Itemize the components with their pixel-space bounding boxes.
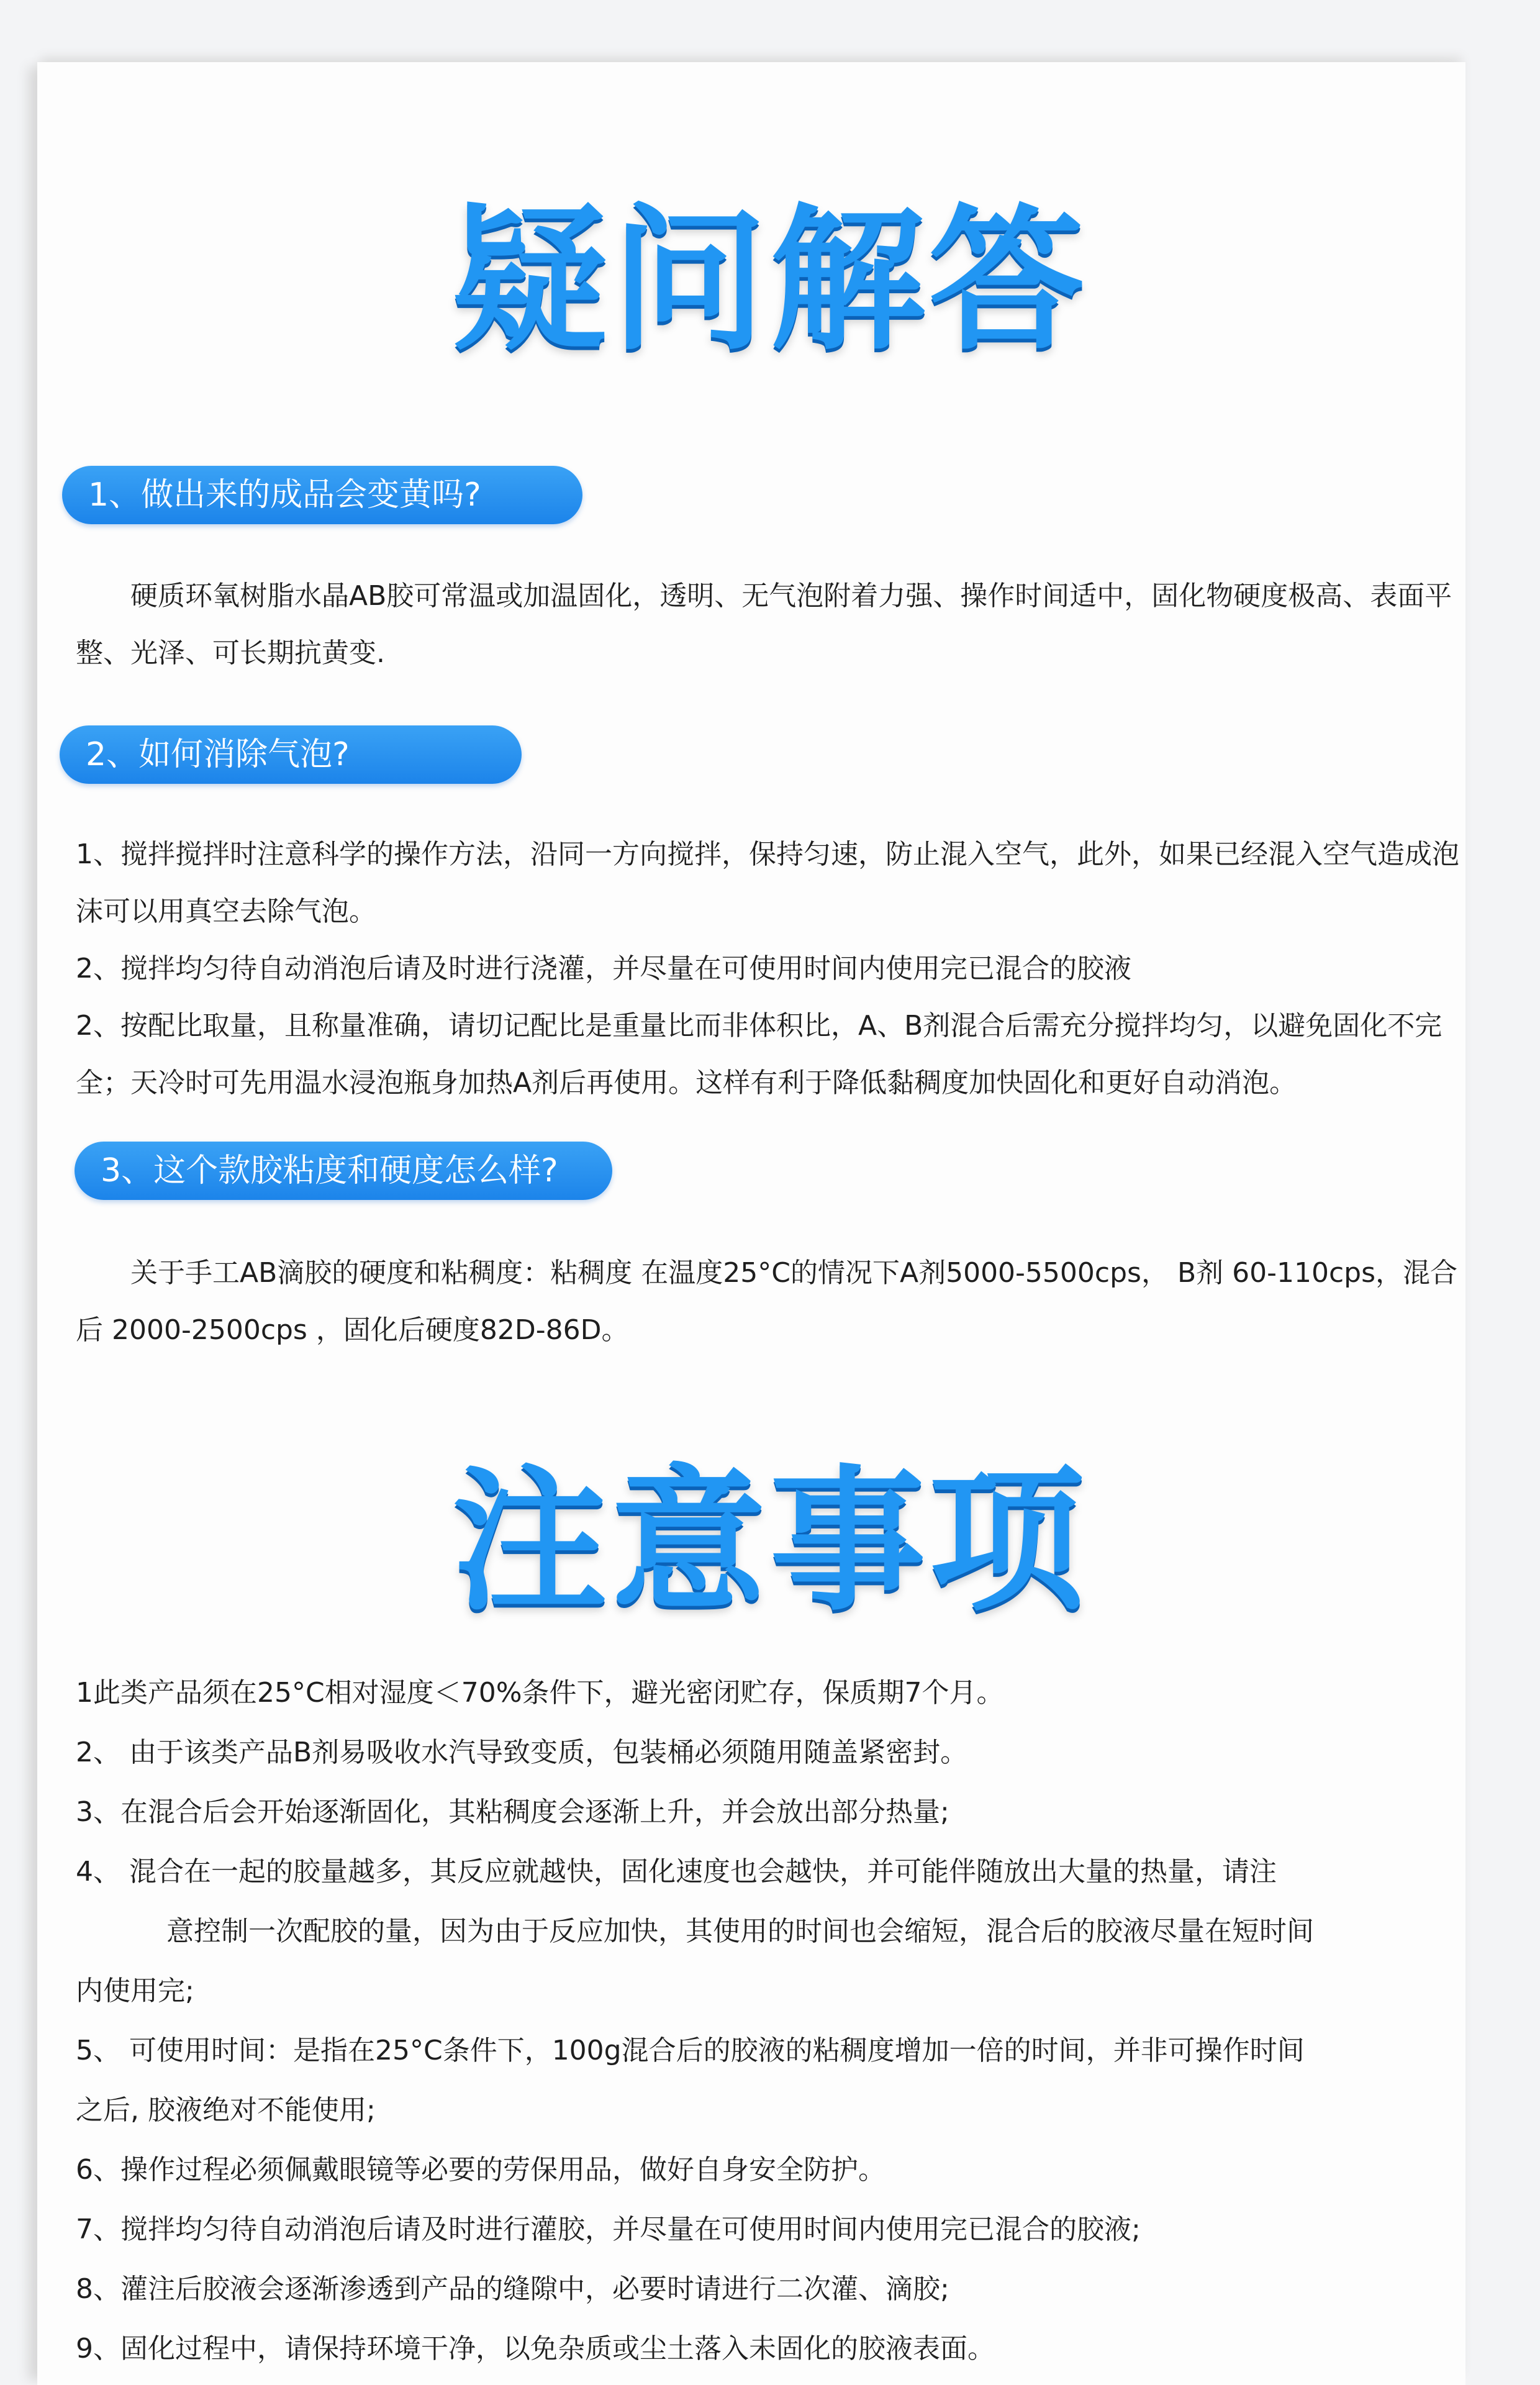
note-item-4-cont: 意控制一次配胶的量，因为由于反应加快，其使用的时间也会缩短，混合后的胶液尽量在短时间 (166, 1915, 1314, 1947)
answer-2-line-2: 2、搅拌均匀待自动消泡后请及时进行浇灌，并尽量在可使用时间内使用完已混合的胶液 (76, 953, 1131, 984)
note-item-6: 6、操作过程必须佩戴眼镜等必要的劳保用品，做好自身安全防护。 (76, 2154, 886, 2186)
notes-title: 注意事项 (452, 1451, 1088, 1632)
question-1-pill: 1、做出来的成品会变黄吗? (62, 466, 582, 524)
question-2-pill: 2、如何消除气泡? (60, 725, 522, 784)
note-item-7: 7、搅拌均匀待自动消泡后请及时进行灌胶，并尽量在可使用时间内使用完已混合的胶液; (76, 2214, 1141, 2245)
note-item-1: 1此类产品须在25°C相对湿度＜70%条件下，避光密闭贮存，保质期7个月。 (76, 1677, 1004, 1709)
note-item-2: 2、 由于该类产品B剂易吸收水汽导致变质，包装桶必须随用随盖紧密封。 (76, 1737, 968, 1768)
answer-2-line-3: 2、按配比取量，且称量准确，请切记配比是重量比而非体积比，A、B剂混合后需充分搅拌均匀，以避免固化不完全；天冷时可先用温水浸泡瓶身加热A剂后再使用。这样有利于降低黏稠度加快固化和更好自动消泡。 (76, 1010, 1443, 1099)
answer-1: 硬质环氧树脂水晶AB胶可常温或加温固化，透明、无气泡附着力强、操作时间适中，固化物硬度极高、表面平整、光泽、可长期抗黄变. (76, 580, 1452, 669)
note-item-8: 8、灌注后胶液会逐渐渗透到产品的缝隙中，必要时请进行二次灌、滴胶; (76, 2273, 949, 2305)
question-3-pill: 3、这个款胶粘度和硬度怎么样? (75, 1142, 612, 1200)
note-item-5-cont: 之后, 胶液绝对不能使用; (76, 2094, 376, 2126)
note-item-4: 4、 混合在一起的胶量越多，其反应就越快，固化速度也会越快，并可能伴随放出大量的热量，请注 (76, 1856, 1277, 1888)
note-item-5: 5、 可使用时间：是指在25°C条件下，100g混合后的胶液的粘稠度增加一倍的时间，并非可操作时间 (76, 2035, 1305, 2066)
answer-3: 关于手工AB滴胶的硬度和粘稠度：粘稠度 在温度25°C的情况下A剂5000-5500cps， B剂 60-110cps，混合后 2000-2500cps ，固化后硬度82D-86D。 (76, 1257, 1458, 1346)
faq-title: 疑问解答 (452, 190, 1088, 371)
note-item-4-end: 内使用完; (76, 1975, 194, 2007)
answer-2-line-1: 1、搅拌搅拌时注意科学的操作方法，沿同一方向搅拌，保持匀速，防止混入空气，此外，如果已经混入空气造成泡沫可以用真空去除气泡。 (76, 838, 1459, 927)
note-item-9: 9、固化过程中，请保持环境干净，以免杂质或尘土落入未固化的胶液表面。 (76, 2333, 995, 2365)
note-item-3: 3、在混合后会开始逐渐固化，其粘稠度会逐渐上升，并会放出部分热量; (76, 1796, 949, 1828)
